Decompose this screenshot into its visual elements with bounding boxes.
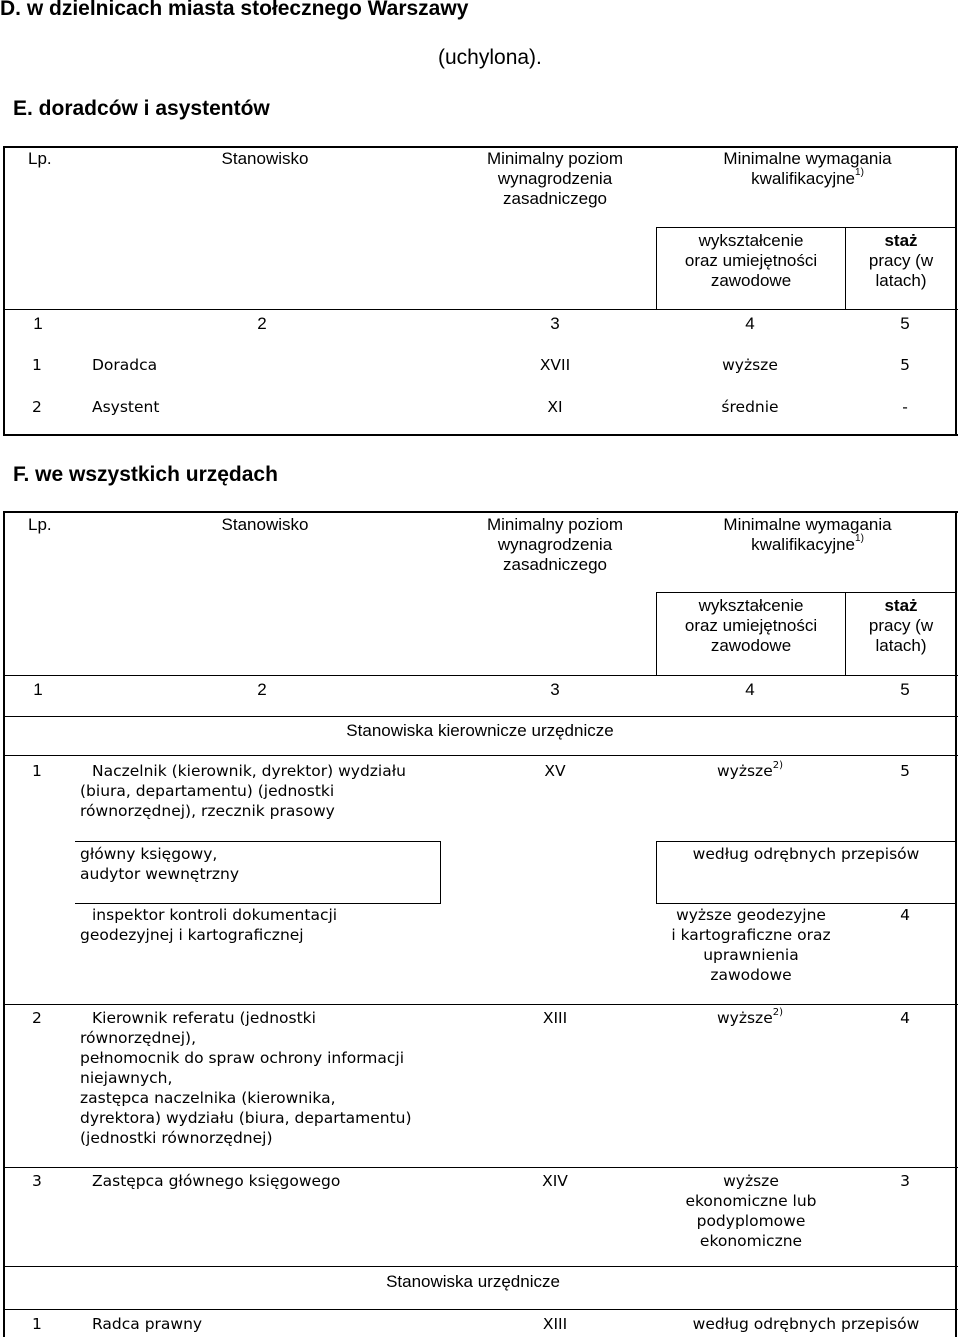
col-number-1: 1 [33,680,43,699]
row-lp: 1 [32,762,42,780]
header-education: wykształcenie oraz umiejętności zawodowe [684,596,818,655]
footnote-1: 1) [855,533,864,545]
row-education: wyższe [722,356,778,374]
row-education: wyższe$^{2)}$ [717,759,783,780]
header-position: Stanowisko [221,149,309,168]
row-seniority: 4 [900,1009,910,1027]
row-seniority: 5 [900,356,910,374]
row-position: Doradca [92,356,158,374]
row-position: Asystent [92,398,160,416]
header-lp: Lp. [28,149,52,168]
row-education: średnie [721,398,779,416]
header-seniority: staż pracy (w latach) [868,596,934,655]
row-level: XV [544,762,566,780]
section-managerial-title: Stanowiska kierownicze urzędnicze [346,721,614,740]
col-number-2: 2 [257,314,267,333]
col-number-2: 2 [257,680,267,699]
row-seniority: 5 [900,762,910,780]
col-number-1: 1 [33,314,43,333]
header-min-requirements: Minimalne wymagania kwalifikacyjne$^{1)}$ [723,515,892,554]
col-number-4: 4 [745,314,755,333]
header-min-requirements: Minimalne wymagania kwalifikacyjne$^{1)}$ [723,149,892,188]
row-level: XIV [542,1172,568,1190]
heading-section-f: F. we wszystkich urzędach [13,463,278,486]
row-position-head-of-department: Naczelnik (kierownik, dyrektor) wydziału (biura, departamentu) (jednostki równorzędnej), rzecznik prasowy [80,762,406,820]
row-level: XI [547,398,563,416]
footnote-2: 2) [772,1006,783,1018]
row-lp: 2 [32,398,42,416]
repealed-note: (uchylona). [438,46,542,69]
col-number-5: 5 [900,314,910,333]
col-number-4: 4 [745,680,755,699]
row-level: XIII [542,1009,568,1027]
row-position-head-of-unit: Kierownik referatu (jednostki równorzędnej), pełnomocnik do spraw ochrony informacji niejawnych, zastępca naczelnika (kierownika, dyrektora) wydziału (biura, departamentu) (jednostki równorzędnej) [80,1009,412,1147]
row-lp: 2 [32,1009,42,1027]
header-lp: Lp. [28,515,52,534]
row-seniority: - [902,398,908,416]
row-education-by-regulations: według odrębnych przepisów [692,845,920,863]
row-position-deputy-accountant: Zastępca głównego księgowego [92,1172,341,1190]
row-position-inspector: inspektor kontroli dokumentacji geodezyjnej i kartograficznej [80,906,338,944]
col-number-5: 5 [900,680,910,699]
footnote-1: 1) [855,167,864,179]
header-education: wykształcenie oraz umiejętności zawodowe [684,231,818,290]
row-education: wyższe ekonomiczne lub podyplomowe ekonomiczne [685,1172,817,1250]
row-lp: 3 [32,1172,42,1190]
footnote-2: 2) [772,759,783,771]
row-seniority: 4 [900,906,910,924]
header-min-salary: Minimalny poziom wynagrodzenia zasadniczego [486,515,624,574]
row-level: XVII [539,356,571,374]
row-seniority: 3 [900,1172,910,1190]
header-min-salary: Minimalny poziom wynagrodzenia zasadniczego [486,149,624,208]
row-education-by-regulations: według odrębnych przepisów [692,1315,920,1333]
header-position: Stanowisko [221,515,309,534]
row-lp: 1 [32,356,42,374]
row-education: wyższe$^{2)}$ [717,1006,783,1027]
col-number-3: 3 [550,680,560,699]
row-position-legal-counsel: Radca prawny [92,1315,203,1333]
row-level: XIII [542,1315,568,1333]
header-seniority: staż pracy (w latach) [868,231,934,290]
heading-section-e: E. doradców i asystentów [13,97,270,120]
row-education-geodetic: wyższe geodezyjne i kartograficzne oraz uprawnienia zawodowe [671,906,831,984]
col-number-3: 3 [550,314,560,333]
row-lp: 1 [32,1315,42,1333]
heading-section-d: D. w dzielnicach miasta stołecznego Warszawy [0,0,469,20]
row-position-chief-accountant: główny księgowy, audytor wewnętrzny [80,845,240,883]
section-clerical-title: Stanowiska urzędnicze [386,1272,560,1291]
